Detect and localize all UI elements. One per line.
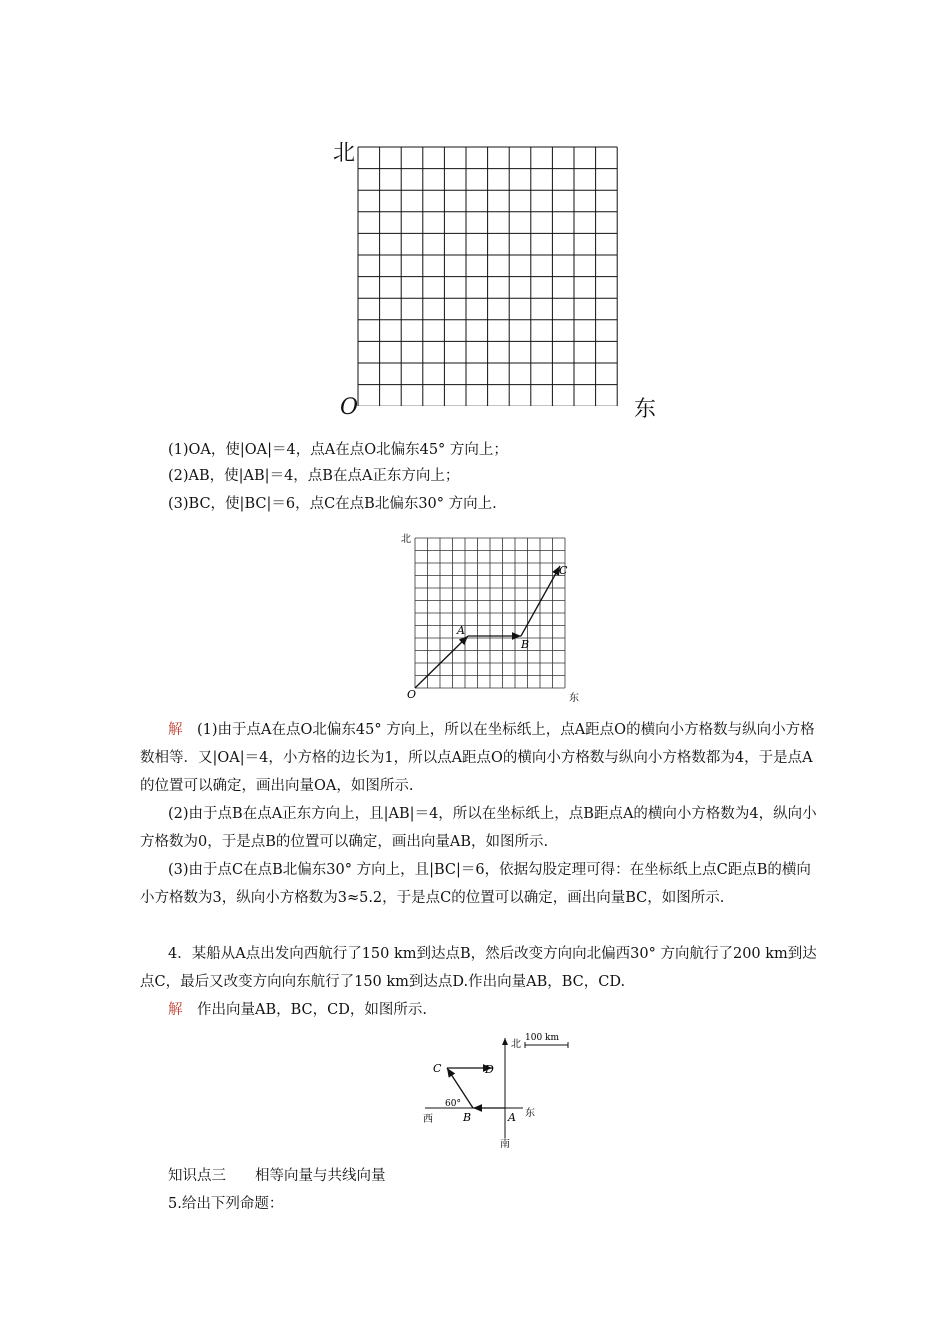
west-label: 西 xyxy=(423,1114,433,1125)
east-label: 东 xyxy=(525,1108,535,1119)
south-label: 南 xyxy=(500,1139,510,1150)
problem-4-solution: 解 作出向量AB，BC，CD，如图所示. xyxy=(168,1002,427,1018)
angle-label: 60° xyxy=(445,1099,461,1109)
point-d-label: D xyxy=(485,1063,494,1076)
solution-part-1: 解 (1)由于点A在点O北偏东45° 方向上，所以在坐标纸上，点A距点O的横向小方格数与纵向小方格数相等．又|OA|＝4，小方格的边长为1，所以点A距点O的横向小方格数与纵向小方格数都为4，于是点A的位置可以确定，画出向量OA，如图所示. xyxy=(140,722,815,794)
task-1: (1)OA，使|OA|＝4，点A在点O北偏东45° 方向上； xyxy=(168,442,508,458)
point-b-label: B xyxy=(463,1111,472,1124)
scale-label: 100 km xyxy=(525,1033,560,1043)
point-b-label: B xyxy=(521,638,530,651)
point-c-label: C xyxy=(559,564,568,577)
north-label: 北 xyxy=(401,534,411,545)
item-5: 5.给出下列命题： xyxy=(168,1196,284,1212)
point-c-label: C xyxy=(433,1062,442,1075)
vector-grid xyxy=(395,530,595,705)
navigation-diagram xyxy=(405,1030,580,1152)
origin-label: O xyxy=(340,395,359,420)
east-label: 东 xyxy=(569,693,579,704)
solution-part-3: (3)由于点C在点B北偏东30° 方向上，且|BC|＝6，依据勾股定理可得：在坐标纸上点C距点B的横向小方格数为3，纵向小方格数为3≈5.2，于是点C的位置可以确定，画出向量BC，如图所示. xyxy=(140,862,811,906)
large-grid xyxy=(357,146,630,406)
vector-oa xyxy=(415,636,468,688)
point-o-label: O xyxy=(407,688,417,701)
east-label: 东 xyxy=(634,397,657,422)
task-2: (2)AB，使|AB|＝4，点B在点A正东方向上； xyxy=(168,468,460,484)
solution-marker: 解 xyxy=(168,1002,183,1018)
problem-4: 4．某船从A点出发向西航行了150 km到达点B，然后改变方向向北偏西30° 方向航行了200 km到达点C，最后又改变方向向东航行了150 km到达点D.作出向量AB，BC，CD. xyxy=(140,946,817,990)
task-3: (3)BC，使|BC|＝6，点C在点B北偏东30° 方向上. xyxy=(168,496,497,512)
point-a-label: A xyxy=(457,624,465,637)
point-a-label: A xyxy=(508,1111,516,1124)
solution-part-2: (2)由于点B在点A正东方向上，且|AB|＝4，所以在坐标纸上，点B距点A的横向小方格数为4，纵向小方格数为0，于是点B的位置可以确定，画出向量AB，如图所示. xyxy=(140,806,817,850)
section-title: 知识点三 相等向量与共线向量 xyxy=(168,1168,386,1184)
solution-marker: 解 xyxy=(168,722,183,738)
north-label: 北 xyxy=(333,141,356,166)
north-label: 北 xyxy=(511,1039,521,1050)
